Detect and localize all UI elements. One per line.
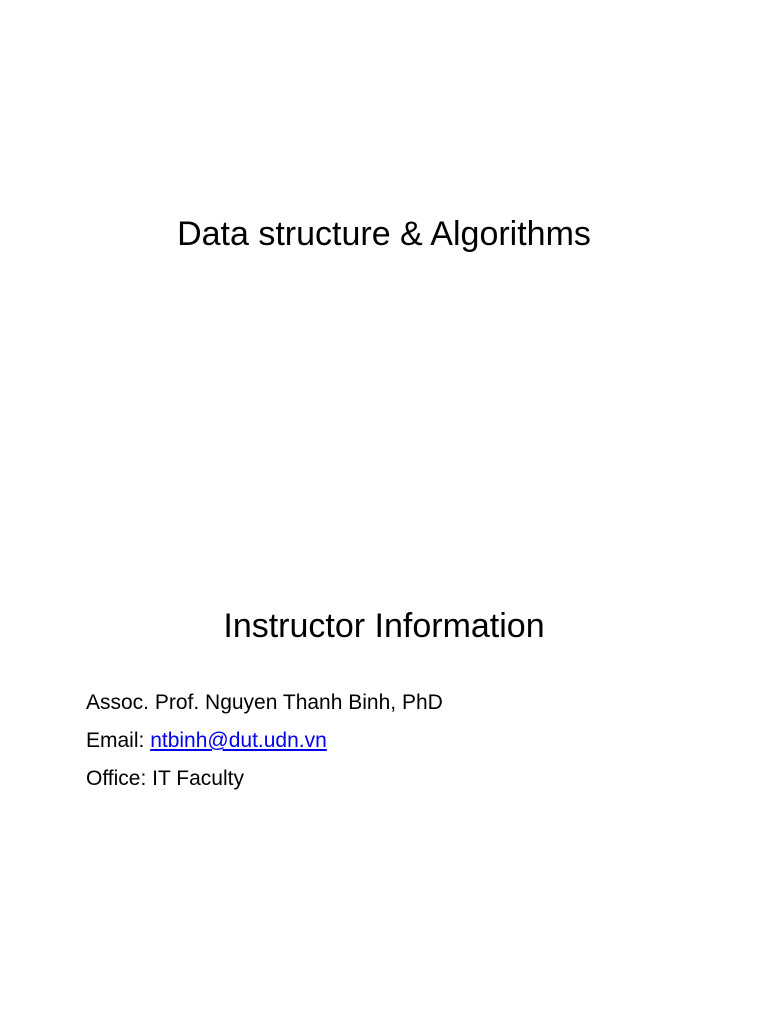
course-title: Data structure & Algorithms [177,215,591,253]
instructor-details [86,684,726,798]
instructor-name: Assoc. Prof. Nguyen Thanh Binh, PhD [86,691,443,714]
email-link[interactable]: ntbinh@dut.udn.vn [150,729,327,752]
slide-instructor-info [0,512,768,1024]
email-line [86,722,726,760]
instructor-info-title: Instructor Information [223,607,545,645]
office-line: Office: IT Faculty [86,767,244,790]
email-label: Email: [86,729,151,752]
